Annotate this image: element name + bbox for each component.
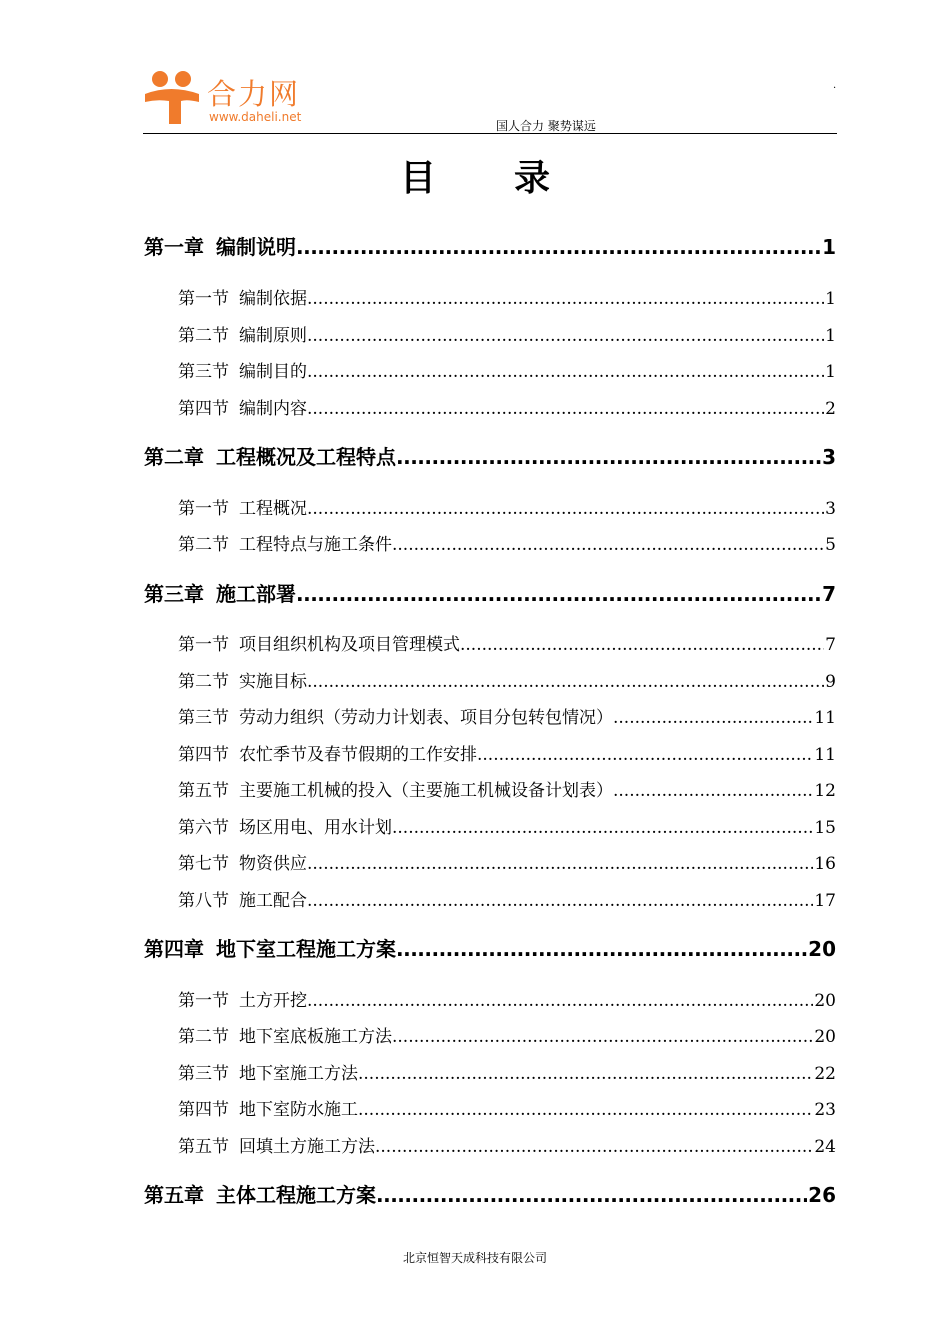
toc-leader — [296, 582, 821, 606]
logo-url: www.daheli.net — [209, 110, 302, 124]
toc-section[interactable] — [178, 849, 836, 874]
toc-page-number: 2 — [825, 399, 836, 419]
toc-page-number: 5 — [825, 535, 836, 555]
toc-page-number: 11 — [814, 708, 836, 728]
toc-label: 第七节 — [178, 854, 229, 874]
toc-leader — [376, 1183, 807, 1207]
toc-text: 农忙季节及春节假期的工作安排 — [239, 745, 477, 765]
toc-page-number: 26 — [808, 1183, 836, 1207]
toc-text: 施工部署 — [216, 582, 296, 606]
toc-label: 第五章 — [144, 1183, 204, 1207]
toc-leader — [613, 708, 813, 728]
toc-label: 第三章 — [144, 582, 204, 606]
toc-page-number: 22 — [814, 1064, 836, 1084]
toc-text: 编制说明 — [216, 235, 296, 259]
toc-section[interactable] — [178, 740, 836, 765]
toc-label: 第六节 — [178, 818, 229, 838]
toc-label: 第二节 — [178, 326, 229, 346]
toc-text: 土方开挖 — [239, 991, 307, 1011]
toc-leader — [307, 854, 813, 874]
toc-section[interactable] — [178, 394, 836, 419]
toc-page-number: 1 — [825, 289, 836, 309]
toc-section[interactable] — [178, 530, 836, 555]
toc-text: 编制目的 — [239, 362, 307, 382]
toc-leader — [392, 1027, 813, 1047]
toc-leader — [358, 1064, 813, 1084]
toc-text: 编制依据 — [239, 289, 307, 309]
toc-label: 第二节 — [178, 672, 229, 692]
toc-section[interactable] — [178, 813, 836, 838]
toc-label: 第五节 — [178, 781, 229, 801]
toc-leader — [396, 937, 807, 961]
toc-text: 工程特点与施工条件 — [239, 535, 392, 555]
toc-text: 物资供应 — [239, 854, 307, 874]
toc-text: 工程概况 — [239, 499, 307, 519]
toc-page-number: 3 — [822, 445, 836, 469]
page-footer: 北京恒智天成科技有限公司 — [402, 1251, 547, 1265]
toc-page-number: 20 — [808, 937, 836, 961]
toc-section[interactable] — [178, 284, 836, 309]
toc-leader — [358, 1100, 813, 1120]
toc-label: 第一节 — [178, 289, 229, 309]
toc-section[interactable] — [178, 494, 836, 519]
header-tagline: 国人合力 聚势谋远 — [496, 119, 596, 133]
header-dot: . — [833, 80, 837, 91]
toc-page-number: 15 — [814, 818, 836, 838]
toc-page-number: 3 — [825, 499, 836, 519]
toc-leader — [307, 399, 824, 419]
toc-text: 工程概况及工程特点 — [216, 445, 396, 469]
page-title-char-2: 录 — [514, 158, 551, 199]
toc-label: 第三节 — [178, 362, 229, 382]
toc-label: 第四节 — [178, 745, 229, 765]
toc-text: 地下室施工方法 — [239, 1064, 358, 1084]
logo-chinese-name: 合力网 — [207, 77, 301, 111]
toc-text: 实施目标 — [239, 672, 307, 692]
toc-text: 劳动力组织（劳动力计划表、项目分包转包情况） — [239, 708, 613, 728]
toc-label: 第三节 — [178, 1064, 229, 1084]
toc-leader — [375, 1137, 813, 1157]
toc-section[interactable] — [178, 1095, 836, 1120]
toc-page-number: 16 — [814, 854, 836, 874]
toc-label: 第一节 — [178, 991, 229, 1011]
toc-leader — [307, 891, 813, 911]
toc-label: 第八节 — [178, 891, 229, 911]
toc-chapter-4[interactable] — [144, 933, 836, 962]
toc-page-number: 7 — [822, 582, 836, 606]
toc-text: 回填土方施工方法 — [239, 1137, 375, 1157]
toc-section[interactable] — [178, 630, 836, 655]
toc-leader — [307, 991, 813, 1011]
toc-section[interactable] — [178, 703, 836, 728]
toc-text: 地下室防水施工 — [239, 1100, 358, 1120]
toc-page-number: 12 — [814, 781, 836, 801]
toc-page-number: 17 — [814, 891, 836, 911]
page-title-char-1: 目 — [399, 158, 436, 199]
toc-label: 第四章 — [144, 937, 204, 961]
toc-label: 第一节 — [178, 635, 229, 655]
toc-label: 第二节 — [178, 535, 229, 555]
toc-text: 地下室底板施工方法 — [239, 1027, 392, 1047]
toc-text: 地下室工程施工方案 — [216, 937, 396, 961]
toc-text: 场区用电、用水计划 — [239, 818, 392, 838]
toc-section[interactable] — [178, 667, 836, 692]
toc-page-number: 1 — [825, 326, 836, 346]
toc-leader — [396, 445, 821, 469]
toc-chapter-5[interactable] — [144, 1179, 836, 1208]
toc-leader — [307, 672, 824, 692]
toc-page-number: 11 — [814, 745, 836, 765]
toc-chapter-1[interactable] — [144, 231, 836, 260]
toc-section[interactable] — [178, 1059, 836, 1084]
toc-label: 第二章 — [144, 445, 204, 469]
toc-page-number: 7 — [825, 635, 836, 655]
toc-text: 施工配合 — [239, 891, 307, 911]
toc-leader — [307, 289, 824, 309]
toc-leader — [460, 635, 824, 655]
toc-text: 项目组织机构及项目管理模式 — [239, 635, 460, 655]
toc-leader — [307, 362, 824, 382]
toc-page-number: 23 — [814, 1100, 836, 1120]
toc-leader — [392, 535, 824, 555]
toc-label: 第五节 — [178, 1137, 229, 1157]
toc-chapter-2[interactable] — [144, 441, 836, 470]
toc-leader — [296, 235, 821, 259]
toc-page-number: 24 — [814, 1137, 836, 1157]
toc-label: 第二节 — [178, 1027, 229, 1047]
toc-label: 第三节 — [178, 708, 229, 728]
toc-leader — [392, 818, 813, 838]
toc-section[interactable] — [178, 1132, 836, 1157]
toc-section[interactable] — [178, 886, 836, 911]
toc-leader — [307, 326, 824, 346]
toc-leader — [307, 499, 824, 519]
toc-text: 编制原则 — [239, 326, 307, 346]
toc-label: 第四节 — [178, 399, 229, 419]
toc-text: 编制内容 — [239, 399, 307, 419]
toc-section[interactable] — [178, 1022, 836, 1047]
toc-chapter-3[interactable] — [144, 578, 836, 607]
toc-text: 主体工程施工方案 — [216, 1183, 376, 1207]
toc-page-number: 1 — [822, 235, 836, 259]
toc-section[interactable] — [178, 321, 836, 346]
toc-section[interactable] — [178, 357, 836, 382]
toc-section[interactable] — [178, 986, 836, 1011]
toc-page-number: 1 — [825, 362, 836, 382]
toc-page-number: 20 — [814, 991, 836, 1011]
toc-label: 第一章 — [144, 235, 204, 259]
toc-section[interactable] — [178, 776, 836, 801]
toc-page-number: 9 — [825, 672, 836, 692]
toc-text: 主要施工机械的投入（主要施工机械设备计划表） — [239, 781, 613, 801]
toc-leader — [613, 781, 813, 801]
toc-label: 第四节 — [178, 1100, 229, 1120]
toc-label: 第一节 — [178, 499, 229, 519]
toc-page-number: 20 — [814, 1027, 836, 1047]
toc-leader — [477, 745, 813, 765]
